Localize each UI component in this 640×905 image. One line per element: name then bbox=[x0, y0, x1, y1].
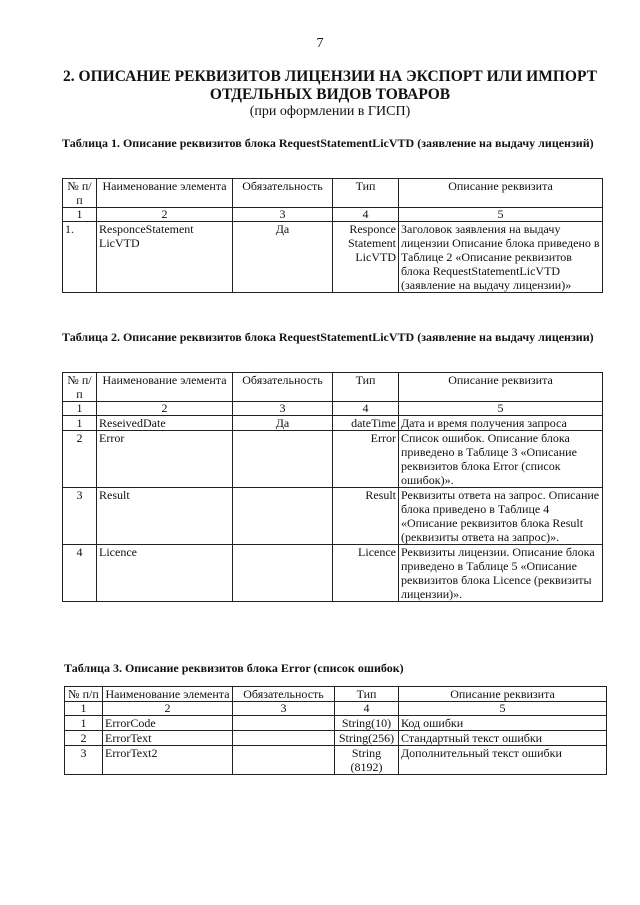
cell-number: 1 bbox=[63, 416, 97, 431]
cell-description: Дата и время получения запроса bbox=[399, 416, 603, 431]
cell-required bbox=[233, 716, 335, 731]
cell-required bbox=[233, 746, 335, 775]
cell-name: ErrorText2 bbox=[103, 746, 233, 775]
col-header-name: Наименование элемента bbox=[97, 373, 233, 402]
col-header-type: Тип bbox=[335, 687, 399, 702]
column-number: 3 bbox=[233, 702, 335, 716]
table-row bbox=[63, 222, 603, 293]
table1-header-row bbox=[63, 179, 603, 208]
page-number: 7 bbox=[316, 36, 324, 51]
column-number: 4 bbox=[335, 702, 399, 716]
col-header-type: Тип bbox=[333, 179, 399, 208]
table2 bbox=[62, 372, 603, 602]
table-row bbox=[63, 488, 603, 545]
col-header-description: Описание реквизита bbox=[399, 373, 603, 402]
column-number: 1 bbox=[63, 208, 97, 222]
cell-required bbox=[233, 545, 333, 602]
section-heading-line-1: 2. ОПИСАНИЕ РЕКВИЗИТОВ ЛИЦЕНЗИИ НА ЭКСПОРТ ИЛИ ИМПОРТ bbox=[63, 68, 597, 85]
cell-required: Да bbox=[233, 416, 333, 431]
col-header-description: Описание реквизита bbox=[399, 179, 603, 208]
col-header-number: № п/п bbox=[65, 687, 103, 702]
column-number: 2 bbox=[97, 208, 233, 222]
cell-number: 1 bbox=[65, 716, 103, 731]
cell-required bbox=[233, 431, 333, 488]
cell-number: 2 bbox=[63, 431, 97, 488]
col-header-name: Наименование элемента bbox=[103, 687, 233, 702]
cell-type: dateTime bbox=[333, 416, 399, 431]
column-number: 3 bbox=[233, 208, 333, 222]
cell-number: 3 bbox=[63, 488, 97, 545]
column-number: 1 bbox=[63, 402, 97, 416]
table-row bbox=[65, 746, 607, 775]
table2-caption: Таблица 2. Описание реквизитов блока RequestStatementLicVTD (заявление на выдачу лицензии) bbox=[62, 330, 594, 344]
cell-type: Result bbox=[333, 488, 399, 545]
cell-name: ResponceStatement LicVTD bbox=[97, 222, 233, 293]
cell-type: String (8192) bbox=[335, 746, 399, 775]
table3-caption: Таблица 3. Описание реквизитов блока Error (список ошибок) bbox=[64, 661, 404, 675]
cell-name: ErrorCode bbox=[103, 716, 233, 731]
cell-required: Да bbox=[233, 222, 333, 293]
column-number: 4 bbox=[333, 402, 399, 416]
table-row bbox=[65, 716, 607, 731]
cell-required bbox=[233, 488, 333, 545]
cell-name: Licence bbox=[97, 545, 233, 602]
cell-name: ErrorText bbox=[103, 731, 233, 746]
column-number: 1 bbox=[65, 702, 103, 716]
table3 bbox=[64, 686, 607, 775]
cell-number: 4 bbox=[63, 545, 97, 602]
table1 bbox=[62, 178, 603, 293]
cell-type: Error bbox=[333, 431, 399, 488]
cell-description: Стандартный текст ошибки bbox=[399, 731, 607, 746]
column-number: 5 bbox=[399, 208, 603, 222]
cell-description: Код ошибки bbox=[399, 716, 607, 731]
cell-description: Дополнительный текст ошибки bbox=[399, 746, 607, 775]
col-header-name: Наименование элемента bbox=[97, 179, 233, 208]
col-header-description: Описание реквизита bbox=[399, 687, 607, 702]
cell-number: 1. bbox=[63, 222, 97, 293]
column-number: 2 bbox=[97, 402, 233, 416]
cell-description: Реквизиты ответа на запрос. Описание блока приведено в Таблице 4 «Описание реквизитов блока Result (реквизиты ответа на запрос)». bbox=[399, 488, 603, 545]
table-row bbox=[63, 545, 603, 602]
col-header-required: Обязательность bbox=[233, 687, 335, 702]
cell-description: Реквизиты лицензии. Описание блока приведено в Таблице 5 «Описание реквизитов блока Licence (реквизиты лицензии)». bbox=[399, 545, 603, 602]
table1-caption: Таблица 1. Описание реквизитов блока RequestStatementLicVTD (заявление на выдачу лицензий) bbox=[62, 136, 594, 150]
cell-type: String(10) bbox=[335, 716, 399, 731]
table-row bbox=[63, 416, 603, 431]
table2-column-numbers bbox=[63, 402, 603, 416]
col-header-number: № п/п bbox=[63, 179, 97, 208]
cell-type: Responce Statement LicVTD bbox=[333, 222, 399, 293]
cell-type: Licence bbox=[333, 545, 399, 602]
column-number: 5 bbox=[399, 702, 607, 716]
column-number: 3 bbox=[233, 402, 333, 416]
column-number: 5 bbox=[399, 402, 603, 416]
cell-number: 2 bbox=[65, 731, 103, 746]
cell-number: 3 bbox=[65, 746, 103, 775]
table3-column-numbers bbox=[65, 702, 607, 716]
cell-name: Error bbox=[97, 431, 233, 488]
column-number: 4 bbox=[333, 208, 399, 222]
col-header-required: Обязательность bbox=[233, 179, 333, 208]
table2-header-row bbox=[63, 373, 603, 402]
table-row bbox=[65, 731, 607, 746]
cell-description: Заголовок заявления на выдачу лицензии Описание блока приведено в Таблице 2 «Описание реквизитов блока RequestStatementLicVTD (заявление на выдачу лицензии)» bbox=[399, 222, 603, 293]
cell-name: Result bbox=[97, 488, 233, 545]
cell-type: String(256) bbox=[335, 731, 399, 746]
col-header-type: Тип bbox=[333, 373, 399, 402]
section-heading-line-2: ОТДЕЛЬНЫХ ВИДОВ ТОВАРОВ bbox=[209, 86, 451, 103]
col-header-required: Обязательность bbox=[233, 373, 333, 402]
table3-header-row bbox=[65, 687, 607, 702]
table-row bbox=[63, 431, 603, 488]
cell-description: Список ошибок. Описание блока приведено в Таблице 3 «Описание реквизитов блока Error (список ошибок)». bbox=[399, 431, 603, 488]
table1-column-numbers bbox=[63, 208, 603, 222]
column-number: 2 bbox=[103, 702, 233, 716]
cell-name: ReseivedDate bbox=[97, 416, 233, 431]
section-subheading: (при оформлении в ГИСП) bbox=[249, 104, 411, 119]
col-header-number: № п/п bbox=[63, 373, 97, 402]
cell-required bbox=[233, 731, 335, 746]
